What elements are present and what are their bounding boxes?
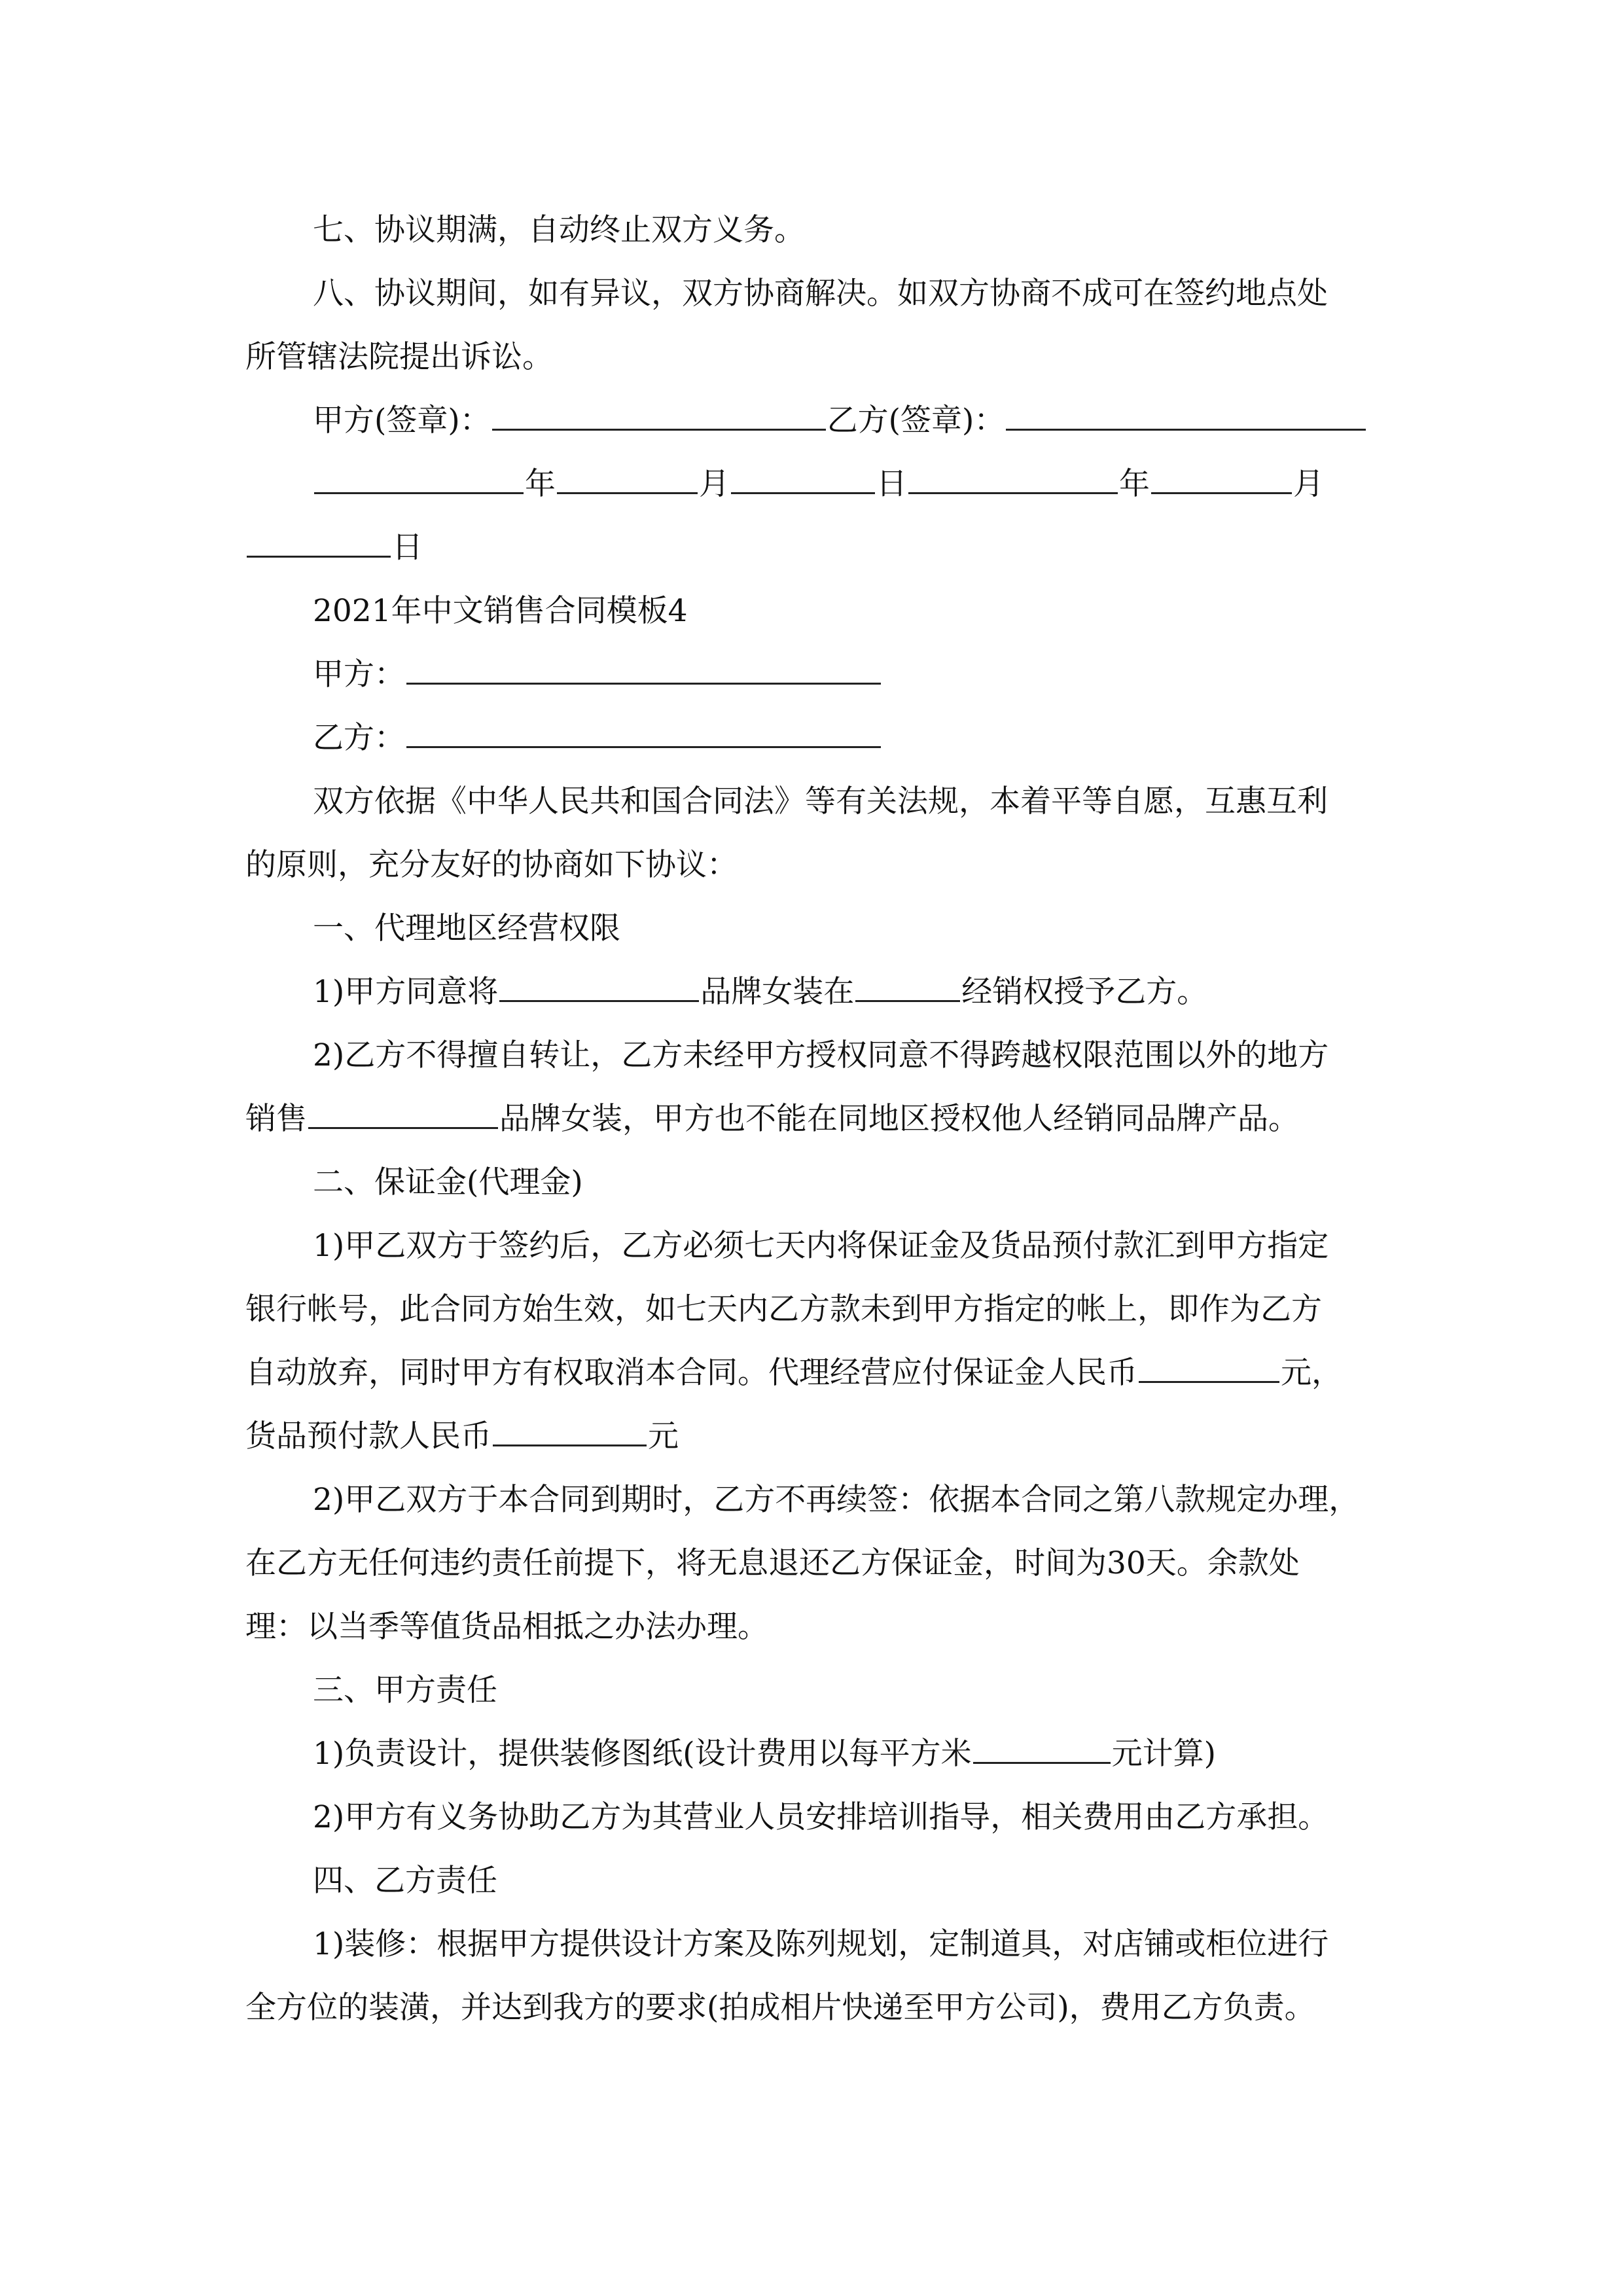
s1-item1-text-a: 1)甲方同意将 bbox=[313, 974, 499, 1010]
design-fee-blank bbox=[973, 1736, 1111, 1764]
party-a-signature-label: 甲方(签章)： bbox=[313, 403, 491, 439]
prepayment-amount-blank bbox=[493, 1418, 647, 1446]
template-title: 2021年中文销售合同模板4 bbox=[313, 593, 688, 629]
intro-line-1: 双方依据《中华人民共和国合同法》等有关法规，本着平等自愿，互惠互利 bbox=[313, 783, 1328, 819]
party-b-signature-blank bbox=[1006, 403, 1366, 431]
section-2-item-1-line-4 bbox=[245, 1417, 1384, 1456]
party-a-label: 甲方： bbox=[313, 656, 405, 692]
clause-8-line-1: 八、协议期间，如有异议，双方协商解决。如双方协商不成可在签约地点处 bbox=[313, 276, 1328, 312]
clause-8-line-2: 所管辖法院提出诉讼。 bbox=[245, 339, 553, 375]
party-b-signature-label: 乙方(签章)： bbox=[827, 403, 1005, 439]
section-4-heading: 四、乙方责任 bbox=[313, 1863, 497, 1899]
date-line-continued bbox=[245, 528, 1384, 567]
day-label: 日 bbox=[876, 466, 907, 502]
year-label: 年 bbox=[525, 466, 556, 502]
brand-blank-2 bbox=[308, 1101, 498, 1129]
day-blank bbox=[731, 466, 875, 494]
month-blank-2 bbox=[1151, 466, 1292, 494]
section-2-item-2-line-3: 理：以当季等值货品相抵之办法办理。 bbox=[245, 1609, 768, 1645]
section-1-heading: 一、代理地区经营权限 bbox=[313, 910, 620, 946]
year-blank bbox=[314, 466, 524, 494]
signature-line bbox=[313, 401, 1384, 440]
s3-item1-text-a: 1)负责设计，提供装修图纸(设计费用以每平方米 bbox=[313, 1736, 972, 1772]
section-3-item-2: 2)甲方有义务协助乙方为其营业人员安排培训指导，相关费用由乙方承担。 bbox=[313, 1799, 1329, 1835]
year-label-2: 年 bbox=[1119, 466, 1150, 502]
day-label-2: 日 bbox=[392, 529, 423, 565]
year-blank-2 bbox=[908, 466, 1118, 494]
s1-item2-text-a: 销售 bbox=[245, 1101, 307, 1137]
brand-blank bbox=[499, 974, 699, 1002]
party-a-line bbox=[313, 655, 1384, 694]
section-4-item-1-line-1: 1)装修：根据甲方提供设计方案及陈列规划，定制道具，对店铺或柜位进行 bbox=[313, 1926, 1329, 1962]
region-blank bbox=[855, 974, 960, 1002]
party-b-line bbox=[313, 719, 1384, 758]
clause-7: 七、协议期满，自动终止双方义务。 bbox=[313, 212, 805, 248]
s1-item1-text-c: 经销权授予乙方。 bbox=[961, 974, 1208, 1010]
section-1-item-1 bbox=[313, 973, 1384, 1012]
party-b-label: 乙方： bbox=[313, 720, 405, 756]
month-blank bbox=[557, 466, 698, 494]
s3-item1-text-b: 元计算) bbox=[1111, 1736, 1216, 1772]
section-4-item-1-line-2: 全方位的装潢，并达到我方的要求(拍成相片快递至甲方公司)，费用乙方负责。 bbox=[245, 1990, 1315, 2026]
s2-item1-line3-text-a: 自动放弃，同时甲方有权取消本合同。代理经营应付保证金人民币 bbox=[245, 1355, 1137, 1391]
section-1-item-2-line-2 bbox=[245, 1100, 1384, 1139]
section-2-item-1-line-1: 1)甲乙双方于签约后，乙方必须七天内将保证金及货品预付款汇到甲方指定 bbox=[313, 1228, 1329, 1264]
section-2-item-1-line-3 bbox=[245, 1354, 1384, 1393]
s2-item1-line4-text-b: 元 bbox=[648, 1418, 679, 1454]
s2-item1-line4-text-a: 货品预付款人民币 bbox=[245, 1418, 491, 1454]
month-label: 月 bbox=[699, 466, 730, 502]
deposit-amount-blank bbox=[1139, 1355, 1279, 1383]
section-2-item-1-line-2: 银行帐号，此合同方始生效，如七天内乙方款未到甲方指定的帐上，即作为乙方 bbox=[245, 1291, 1322, 1327]
section-2-heading: 二、保证金(代理金) bbox=[313, 1164, 583, 1200]
section-2-item-2-line-2: 在乙方无任何违约责任前提下，将无息退还乙方保证金，时间为30天。余款处 bbox=[245, 1545, 1300, 1581]
section-1-item-2-line-1: 2)乙方不得擅自转让，乙方未经甲方授权同意不得跨越权限范围以外的地方 bbox=[313, 1037, 1329, 1073]
day-blank-2 bbox=[247, 529, 391, 558]
s1-item2-text-b: 品牌女装，甲方也不能在同地区授权他人经销同品牌产品。 bbox=[499, 1101, 1299, 1137]
party-a-signature-blank bbox=[492, 403, 826, 431]
section-3-item-1 bbox=[313, 1734, 1384, 1774]
month-label-2: 月 bbox=[1293, 466, 1324, 502]
date-line bbox=[313, 465, 1384, 504]
party-b-blank bbox=[406, 720, 881, 748]
intro-line-2: 的原则，充分友好的协商如下协议： bbox=[245, 847, 738, 883]
party-a-blank bbox=[406, 656, 881, 685]
s1-item1-text-b: 品牌女装在 bbox=[700, 974, 855, 1010]
section-3-heading: 三、甲方责任 bbox=[313, 1672, 497, 1708]
section-2-item-2-line-1: 2)甲乙双方于本合同到期时，乙方不再续签：依据本合同之第八款规定办理， bbox=[313, 1482, 1360, 1518]
s2-item1-line3-text-b: 元， bbox=[1281, 1355, 1342, 1391]
